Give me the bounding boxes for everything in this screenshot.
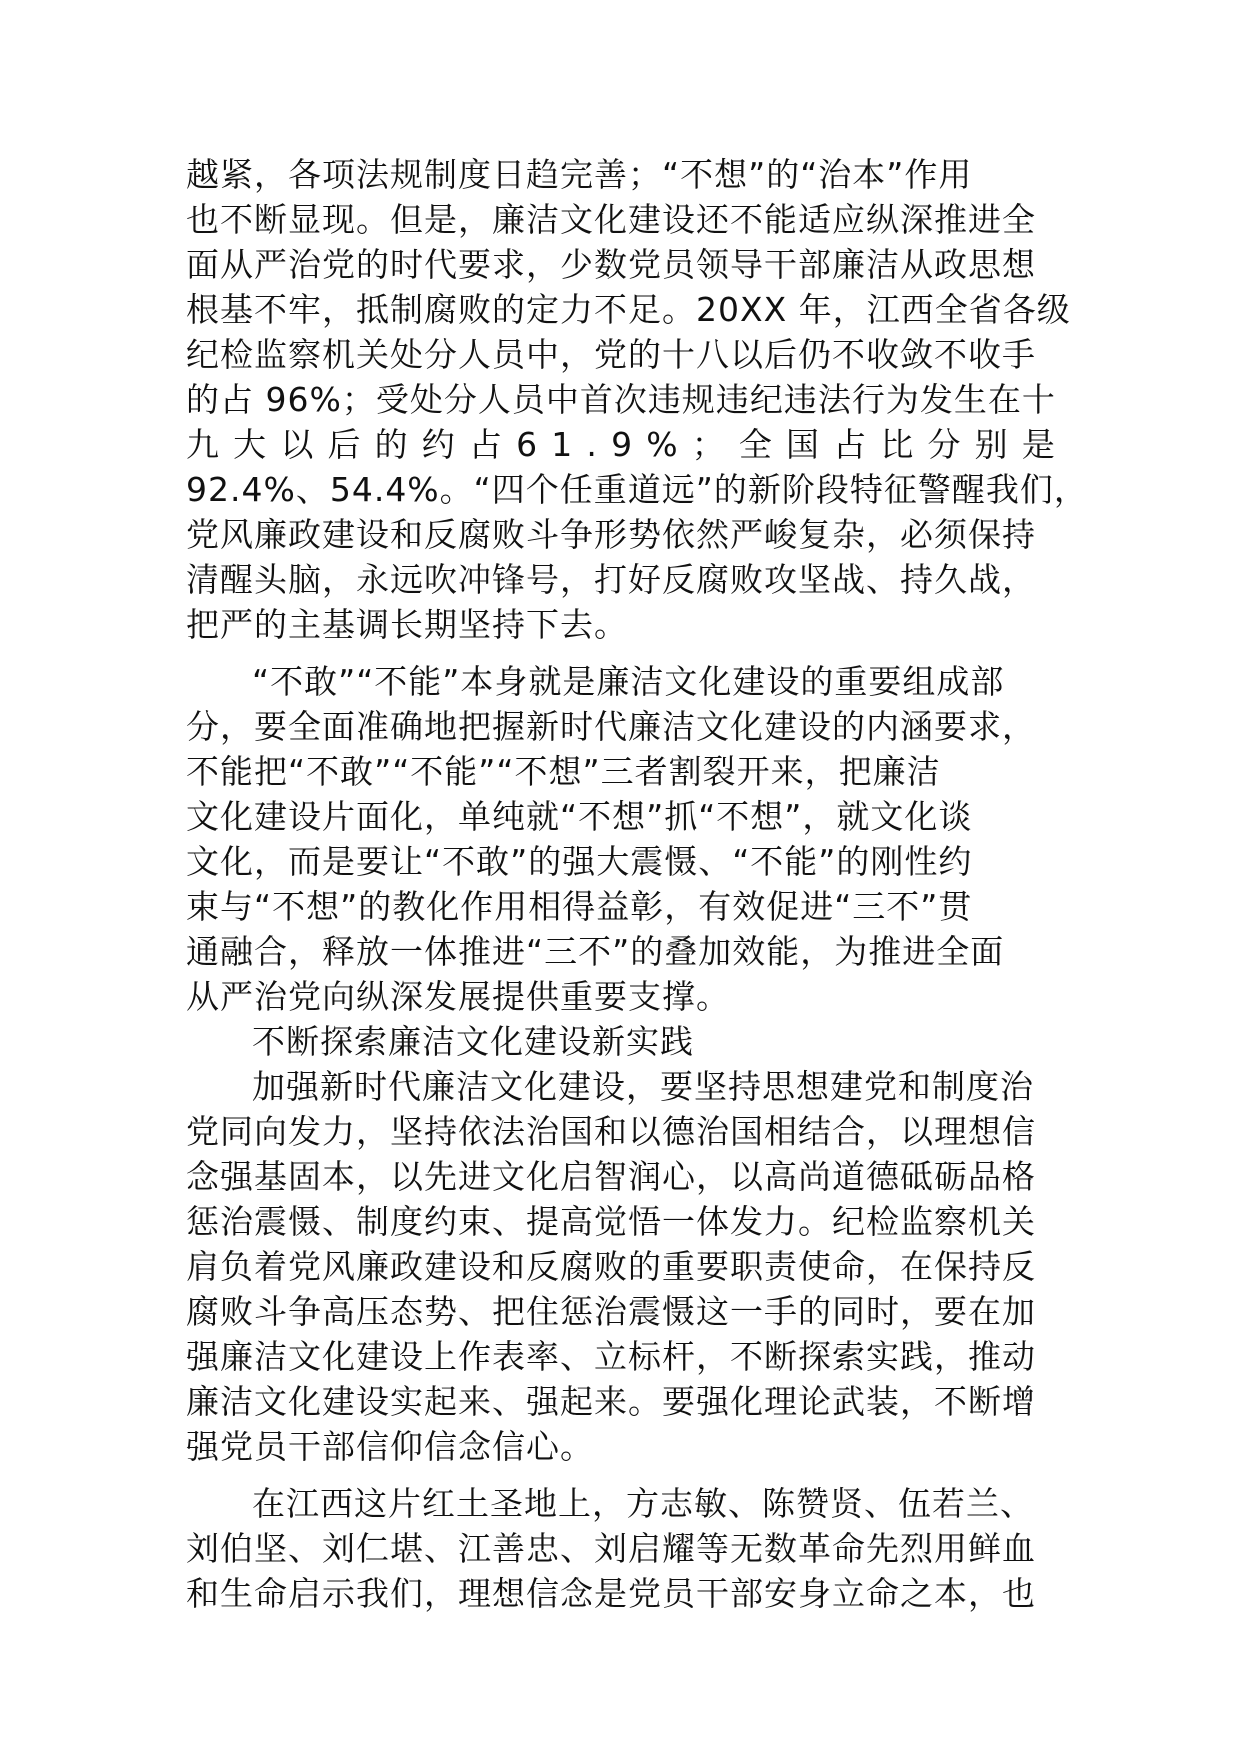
text-line: 肩负着党风廉政建设和反腐败的重要职责使命，在保持反: [186, 1247, 1036, 1286]
text-line: 纪检监察机关处分人员中，党的十八以后仍不收敛不收手: [186, 335, 1036, 374]
text-char: 九: [186, 425, 220, 464]
text-line: 刘伯坚、刘仁堪、江善忠、刘启耀等无数革命先烈用鲜血: [186, 1529, 1036, 1568]
text-line: 强廉洁文化建设上作表率、立标杆，不断探索实践，推动: [186, 1337, 1036, 1376]
text-char: 国: [786, 425, 821, 464]
text-line: 清醒头脑，永远吹冲锋号，打好反腐败攻坚战、持久战，: [186, 560, 1036, 599]
text-line: 廉洁文化建设实起来、强起来。要强化理论武装，不断增: [186, 1382, 1036, 1421]
text-line: 把严的主基调长期坚持下去。: [186, 605, 628, 644]
text-char: 占: [468, 425, 503, 464]
text-char: 比: [880, 425, 915, 464]
paragraph-3: [186, 1064, 1056, 1469]
paragraph-2: [186, 659, 1056, 1019]
text-char: 6: [516, 425, 539, 464]
text-char: 9: [611, 425, 634, 464]
text-char: 全: [738, 425, 773, 464]
text-line: 党同向发力，坚持依法治国和以德治国相结合，以理想信: [186, 1112, 1036, 1151]
text-char: 的: [374, 425, 409, 464]
text-line: 文化，而是要让“不敢”的强大震慑、“不能”的刚性约: [186, 842, 973, 881]
text-char: 分: [927, 425, 962, 464]
paragraph-4: [186, 1481, 1056, 1616]
paragraph-1: [186, 152, 1088, 647]
text-char: 占: [833, 425, 868, 464]
text-line: 腐败斗争高压态势、把住惩治震慑这一手的同时，要在加: [186, 1292, 1036, 1331]
text-line: 加强新时代廉洁文化建设，要坚持思想建党和制度治: [252, 1067, 1034, 1106]
text-line: 党风廉政建设和反腐败斗争形势依然严峻复杂，必须保持: [186, 515, 1036, 554]
text-line: 束与“不想”的教化作用相得益彰，有效促进“三不”贯: [186, 887, 973, 926]
text-line: 越紧，各项法规制度日趋完善；“不想”的“治本”作用: [186, 155, 973, 194]
text-line: 根基不牢，抵制腐败的定力不足。20XX 年，江西全省各级: [186, 290, 1071, 329]
text-line: 在江西这片红土圣地上，方志敏、陈赞贤、伍若兰、: [252, 1484, 1034, 1523]
text-char: 别: [974, 425, 1009, 464]
text-char: %: [646, 425, 679, 464]
text-char: 是: [1021, 425, 1056, 464]
text-line: 92.4%、54.4%。“四个任重道远”的新阶段特征警醒我们，: [186, 470, 1088, 509]
text-char: 后: [327, 425, 362, 464]
text-line-justified: [186, 422, 1056, 467]
text-char: 1: [551, 425, 574, 464]
text-char: ；: [691, 425, 726, 464]
document-body: [186, 152, 1088, 1616]
text-line: 从严治党向纵深发展提供重要支撑。: [186, 977, 730, 1016]
text-line: 文化建设片面化，单纯就“不想”抓“不想”，就文化谈: [186, 797, 973, 836]
text-line: 分，要全面准确地把握新时代廉洁文化建设的内涵要求，: [186, 707, 1036, 746]
text-char: 大: [233, 425, 268, 464]
text-line: “不敢”“不能”本身就是廉洁文化建设的重要组成部: [252, 662, 1005, 701]
text-line: 强党员干部信仰信念信心。: [186, 1427, 594, 1466]
text-line: 惩治震慑、制度约束、提高觉悟一体发力。纪检监察机关: [186, 1202, 1036, 1241]
text-line: 和生命启示我们，理想信念是党员干部安身立命之本，也: [186, 1574, 1036, 1613]
paragraph-spacing: [186, 1469, 1056, 1481]
section-heading: [186, 1019, 1056, 1064]
text-line: 不能把“不敢”“不能”“不想”三者割裂开来，把廉洁: [186, 752, 941, 791]
text-line: 念强基固本，以先进文化启智润心，以高尚道德砥砺品格: [186, 1157, 1036, 1196]
text-line: 的占 96%；受处分人员中首次违规违纪违法行为发生在十: [186, 380, 1056, 419]
text-line: 通融合，释放一体推进“三不”的叠加效能，为推进全面: [186, 932, 1005, 971]
section-heading-text: 不断探索廉洁文化建设新实践: [252, 1022, 694, 1061]
paragraph-spacing: [186, 647, 1056, 659]
text-char: 以: [280, 425, 315, 464]
text-line: 也不断显现。但是，廉洁文化建设还不能适应纵深推进全: [186, 200, 1036, 239]
text-line: 面从严治党的时代要求，少数党员领导干部廉洁从政思想: [186, 245, 1036, 284]
text-char: .: [586, 425, 598, 464]
text-char: 约: [421, 425, 456, 464]
